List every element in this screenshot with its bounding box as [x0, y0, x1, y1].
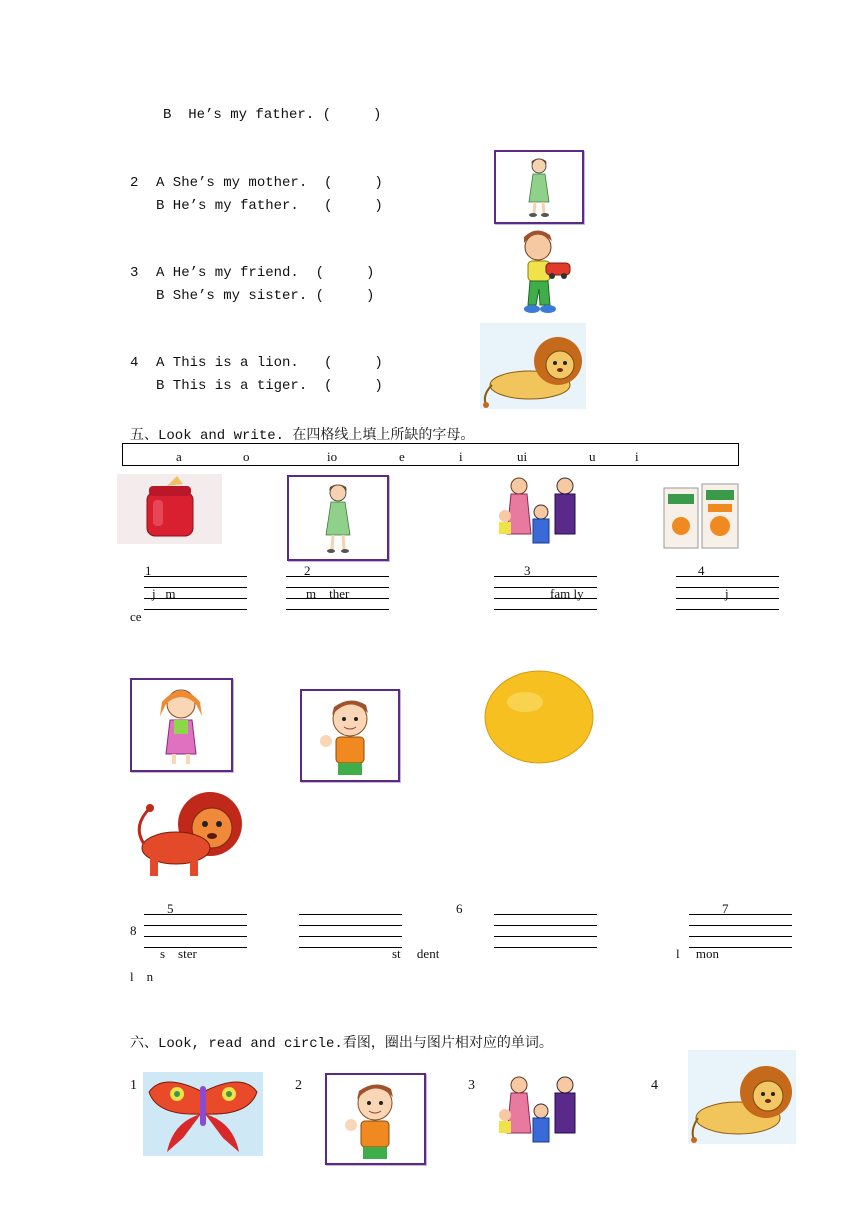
section6-title: 六、Look, read and circle.看图，圈出与图片相对应的单词。 [130, 1036, 553, 1052]
q1-option-b: B He’s my father. ( ) [163, 107, 382, 123]
letter-bank-item: ui [517, 449, 528, 464]
four-line-grid [494, 914, 597, 950]
four-line-grid [144, 914, 247, 950]
incomplete-word: j [725, 586, 729, 601]
q2-option-b: B He’s my father. ( ) [156, 198, 383, 214]
item-number: 1 [145, 563, 152, 578]
family-picture-2 [493, 1071, 591, 1153]
word-fragment: ce [130, 609, 142, 624]
family-picture [493, 472, 591, 556]
letter-bank-box [122, 443, 739, 466]
word-fragment: l n [130, 969, 154, 984]
item-number: 3 [524, 563, 531, 578]
letter-bank-item: a [176, 449, 182, 464]
letter-bank-item: i [635, 449, 639, 464]
item-number: 2 [304, 563, 311, 578]
boy-picture-2 [325, 1073, 426, 1165]
lying-lion-picture-2 [688, 1050, 796, 1144]
incomplete-word: fam ly [550, 586, 584, 601]
lemon-picture [483, 668, 595, 766]
item-number: 5 [167, 901, 174, 916]
letter-bank-item: e [399, 449, 405, 464]
item-number: 1 [130, 1078, 137, 1093]
mother-picture [494, 150, 584, 224]
item-number: 6 [456, 901, 463, 916]
q3-number: 3 [130, 265, 139, 281]
item-number: 4 [651, 1078, 658, 1093]
incomplete-word: l mon [676, 946, 719, 961]
mother-picture-2 [287, 475, 389, 561]
q2-option-a: A She’s my mother. ( ) [156, 175, 383, 191]
lying-lion-picture [480, 323, 586, 409]
item-number: 3 [468, 1078, 475, 1093]
four-line-grid [299, 914, 402, 950]
q3-option-b: B She’s my sister. ( ) [156, 288, 375, 304]
letter-bank-item: i [459, 449, 463, 464]
orange-juice-picture [660, 480, 744, 552]
incomplete-word: j m [152, 586, 176, 601]
letter-bank-item: io [327, 449, 338, 464]
q3-option-a: A He’s my friend. ( ) [156, 265, 375, 281]
section5-title: 五、Look and write. 在四格线上填上所缺的字母。 [130, 428, 475, 444]
standing-lion-picture [130, 786, 246, 882]
item-number: 7 [722, 901, 729, 916]
girl-picture [130, 678, 233, 772]
q4-option-b: B This is a tiger. ( ) [156, 378, 383, 394]
item-number: 8 [130, 923, 137, 938]
incomplete-word: st dent [392, 946, 440, 961]
butterfly-kite-picture [143, 1072, 263, 1156]
q2-number: 2 [130, 175, 139, 191]
item-number: 4 [698, 563, 705, 578]
boy-with-car-picture [506, 227, 586, 317]
four-line-grid [689, 914, 792, 950]
incomplete-word: s ster [160, 946, 197, 961]
letter-bank-item: o [243, 449, 250, 464]
q4-option-a: A This is a lion. ( ) [156, 355, 383, 371]
q4-number: 4 [130, 355, 139, 371]
item-number: 2 [295, 1078, 302, 1093]
incomplete-word: m ther [306, 586, 350, 601]
jam-jar-picture [117, 474, 222, 544]
letter-bank-item: u [589, 449, 596, 464]
boy-picture [300, 689, 400, 782]
